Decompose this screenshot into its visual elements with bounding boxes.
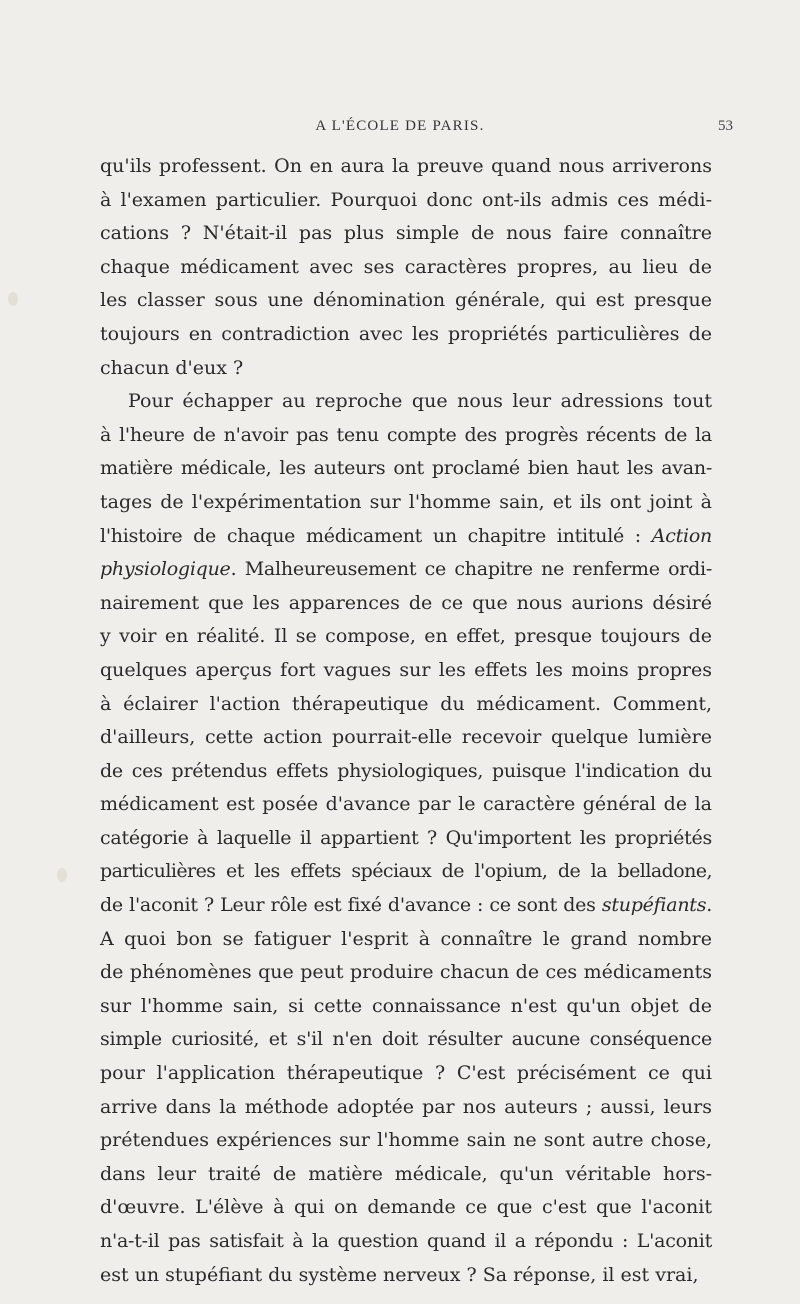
text-line: n'a-t-il pas satisfait à la question quand il a répondu : L'aconit <box>100 1230 712 1252</box>
text-line: qu'ils professent. On en aura la preuve quand nous arriverons <box>100 155 712 177</box>
text-line: de ces prétendus effets physiologiques, puisque l'indication du <box>100 759 712 782</box>
text-line: nairement que les apparences de ce que nous aurions désiré <box>100 591 712 614</box>
text-line <box>100 889 712 923</box>
running-title: A L'ÉCOLE DE PARIS. <box>315 118 485 134</box>
text-line: médicament est posée d'avance par le caractère général de la <box>100 793 712 816</box>
text-line: d'œuvre. L'élève à qui on demande ce que c'est que l'aconit <box>100 1196 712 1219</box>
text-line: d'ailleurs, cette action pourrait-elle recevoir quelque lumière <box>100 726 712 749</box>
text-line: arrive dans la méthode adoptée par nos auteurs ; aussi, leurs <box>100 1095 712 1118</box>
italic-term: Action <box>651 524 712 547</box>
text-line: cations ? N'était-il pas plus simple de nous faire connaître <box>100 222 712 245</box>
text-line: à éclairer l'action thérapeutique du médicament. Comment, <box>100 692 712 715</box>
text-line: de phénomènes que peut produire chacun de ces médicaments <box>100 961 712 984</box>
paper-blemish <box>8 292 18 306</box>
text-line: y voir en réalité. Il se compose, en effet, presque toujours de <box>100 625 712 648</box>
text-line <box>100 520 712 554</box>
text-line: Pour échapper au reproche que nous leur adressions tout <box>128 390 712 413</box>
page-number: 53 <box>718 118 733 134</box>
text-line: chaque médicament avec ses caractères propres, au lieu de <box>100 255 712 278</box>
italic-term: physiologique <box>100 558 231 581</box>
text-line: particulières et les effets spéciaux de l'opium, de la belladone, <box>100 860 712 883</box>
text-line: prétendues expériences sur l'homme sain ne sont autre chose, <box>100 1129 712 1152</box>
text-line: simple curiosité, et s'il n'en doit résulter aucune conséquence <box>100 1028 712 1051</box>
text-line: les classer sous une dénomination générale, qui est presque <box>100 289 712 312</box>
text-line: dans leur traité de matière médicale, qu'un véritable hors- <box>100 1162 712 1185</box>
text-line <box>100 553 712 587</box>
text-run: l'histoire de chaque médicament un chapitre intitulé : <box>100 524 652 547</box>
text-run: . Malheureusement ce chapitre ne renferme ordi- <box>230 558 712 581</box>
text-line: est un stupéfiant du système nerveux ? Sa réponse, il est vrai, <box>100 1263 699 1286</box>
italic-term: stupéfiants <box>601 894 707 917</box>
text-line: sur l'homme sain, si cette connaissance n'est qu'un objet de <box>100 994 712 1017</box>
body-text <box>100 150 712 1292</box>
text-line: à l'heure de n'avoir pas tenu compte des progrès récents de la <box>100 423 712 446</box>
text-line: tages de l'expérimentation sur l'homme sain, et ils ont joint à <box>100 490 712 513</box>
text-run: de l'aconit ? Leur rôle est fixé d'avance : ce sont des <box>100 894 602 917</box>
text-line: matière médicale, les auteurs ont proclamé bien haut les avan- <box>100 457 712 480</box>
text-line: à l'examen particulier. Pourquoi donc ont-ils admis ces médi- <box>100 188 712 211</box>
text-line: A quoi bon se fatiguer l'esprit à connaître le grand nombre <box>100 927 712 950</box>
paper-blemish <box>57 868 67 882</box>
text-line: catégorie à laquelle il appartient ? Qu'importent les propriétés <box>100 826 712 849</box>
running-head <box>0 118 800 138</box>
text-run: . <box>706 894 712 917</box>
text-line: quelques aperçus fort vagues sur les effets les moins propres <box>100 658 712 681</box>
text-line: chacun d'eux ? <box>100 356 244 379</box>
text-line: pour l'application thérapeutique ? C'est précisément ce qui <box>100 1062 712 1085</box>
text-line: toujours en contradiction avec les propriétés particulières de <box>100 322 712 345</box>
